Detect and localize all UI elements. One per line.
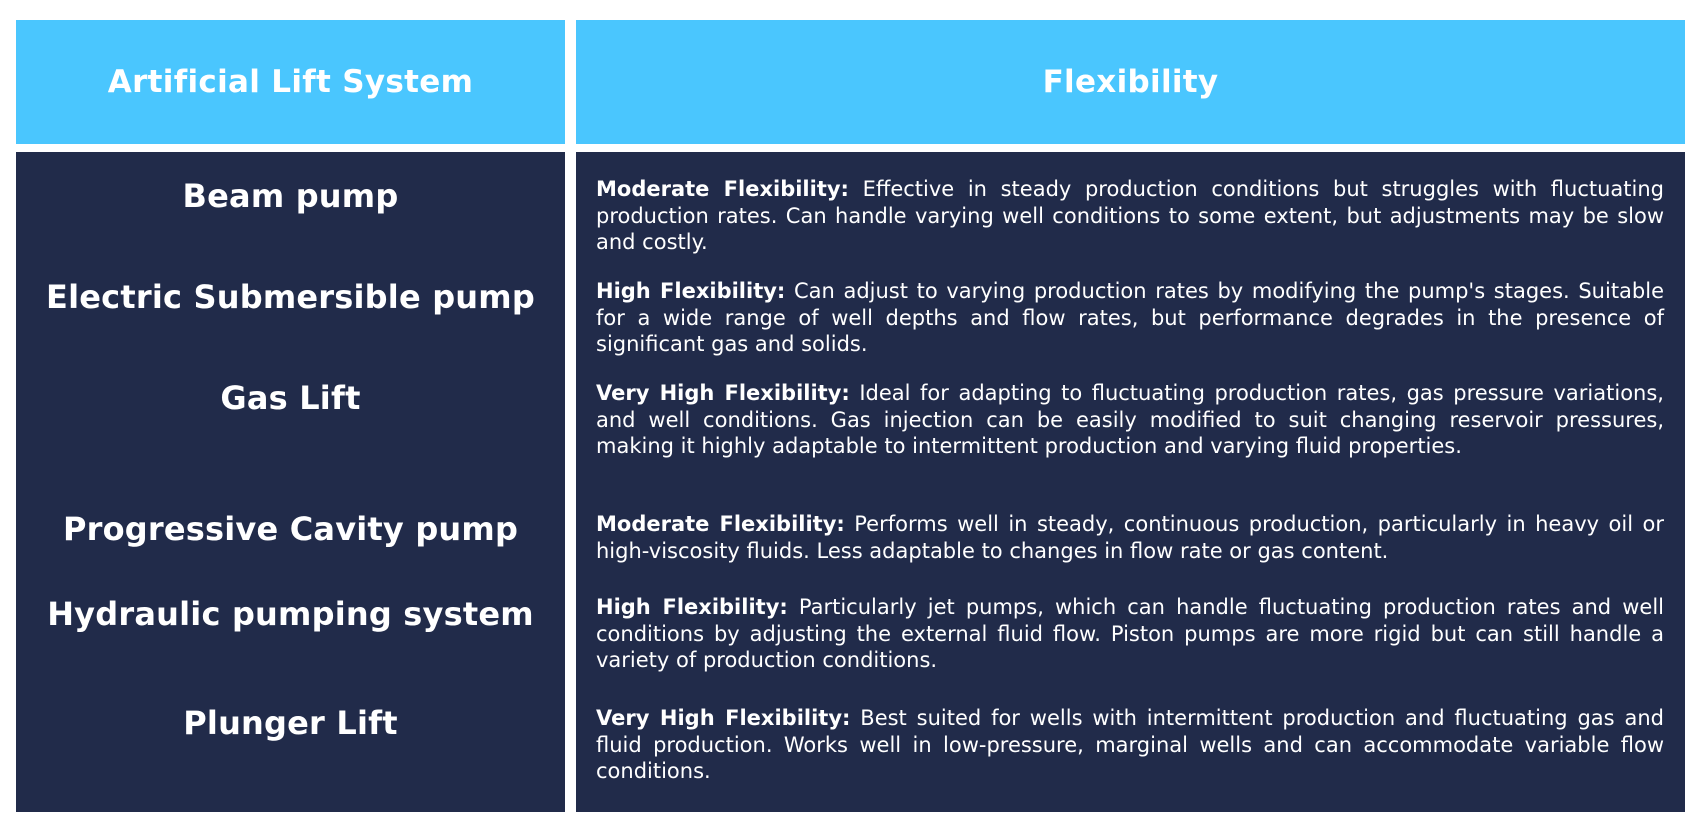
flexibility-text: Best suited for wells with intermittent production and fluctuating gas and fluid production. Works well in low-pressure, marginal wells and can accommodate variable flow conditions. (596, 706, 1664, 783)
header-flexibility-label: Flexibility (1042, 64, 1219, 100)
header-system-label: Artificial Lift System (107, 64, 474, 100)
flexibility-text: Effective in steady production conditions but struggles with fluctuating production rates. Can handle varying well conditions to some extent, but adjustments may be slow and costly. (596, 177, 1664, 254)
flexibility-text: Performs well in steady, continuous production, particularly in heavy oil or high-viscosity fluids. Less adaptable to changes in flow rate or gas content. (596, 512, 1664, 563)
flexibility-text: Particularly jet pumps, which can handle fluctuating production rates and well conditions by adjusting the external fluid flow. Piston pumps are more rigid but can still handle a variety of production conditions. (596, 595, 1664, 672)
flexibility-desc-pcp (596, 511, 1664, 564)
system-name-gas-lift: Gas Lift (220, 379, 361, 417)
system-name-plunger-lift: Plunger Lift (183, 704, 398, 742)
flexibility-desc-hydraulic-pumping (596, 594, 1664, 674)
flexibility-level: High Flexibility: (596, 595, 788, 619)
flexibility-level: Very High Flexibility: (596, 381, 850, 405)
flexibility-text: Can adjust to varying production rates by modifying the pump's stages. Suitable for a wide range of well depths and flow rates, but performance degrades in the presence of significant gas and solids. (596, 279, 1665, 356)
flexibility-desc-plunger-lift (596, 705, 1664, 785)
flexibility-desc-esp (596, 278, 1664, 358)
flexibility-desc-beam-pump (596, 176, 1664, 256)
system-name-hydraulic-pumping: Hydraulic pumping system (47, 595, 534, 633)
system-name-esp: Electric Submersible pump (46, 278, 535, 316)
flexibility-desc-gas-lift (596, 380, 1664, 460)
system-name-pcp: Progressive Cavity pump (62, 510, 519, 548)
header-system-column (16, 20, 565, 144)
header-flexibility-column (576, 20, 1685, 144)
flexibility-level: Very High Flexibility: (596, 706, 851, 730)
flexibility-level: Moderate Flexibility: (596, 177, 849, 201)
flexibility-level: High Flexibility: (596, 279, 786, 303)
flexibility-text: Ideal for adapting to fluctuating production rates, gas pressure variations, and well conditions. Gas injection can be easily modified to suit changing reservoir pressures, making it highly adaptable to intermittent production and varying fluid properties. (596, 381, 1664, 458)
flexibility-level: Moderate Flexibility: (596, 512, 845, 536)
system-name-beam-pump: Beam pump (182, 177, 399, 215)
